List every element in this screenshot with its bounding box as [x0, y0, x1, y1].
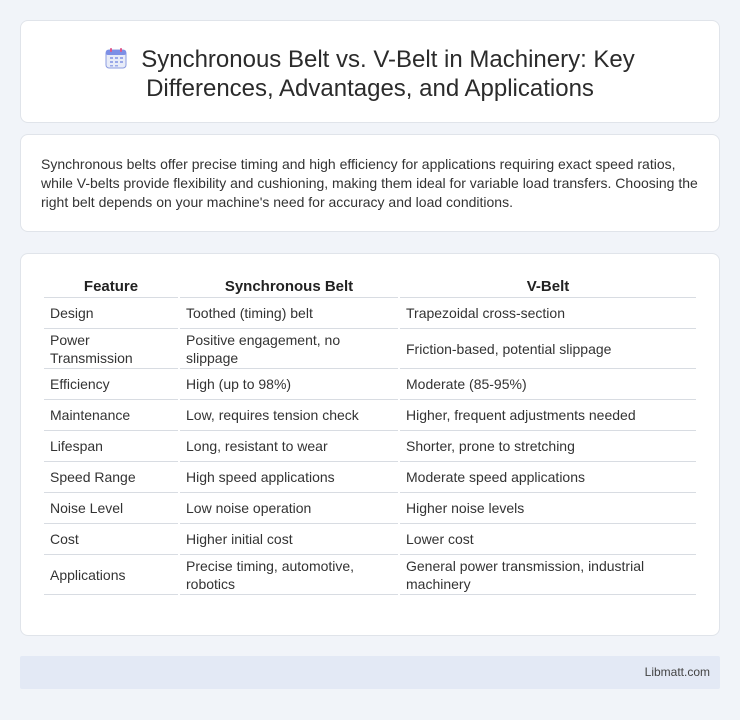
cell-vbelt: Moderate speed applications: [400, 462, 696, 493]
table-header-row: [44, 276, 696, 298]
cell-feature: Power Transmission: [44, 329, 178, 369]
table-row: [44, 555, 696, 595]
cell-vbelt: Friction-based, potential slippage: [400, 329, 696, 369]
table-row: [44, 524, 696, 555]
footer-source: Libmatt.com: [644, 665, 710, 679]
cell-vbelt: Shorter, prone to stretching: [400, 431, 696, 462]
table-row: [44, 298, 696, 329]
table-row: [44, 493, 696, 524]
cell-synchronous: Precise timing, automotive, robotics: [180, 555, 398, 595]
cell-vbelt: Higher noise levels: [400, 493, 696, 524]
header-synchronous-belt: Synchronous Belt: [180, 276, 398, 298]
table-row: [44, 431, 696, 462]
summary-text: Synchronous belts offer precise timing and high efficiency for applications requiring exact speed ratios, while V-belts provide flexibility and cushioning, making them ideal for variable load transfers. Choosing the right belt depends on your machine's need for accuracy and load conditions.: [41, 156, 698, 210]
title-line-2: Differences, Advantages, and Applications: [146, 75, 594, 102]
cell-synchronous: High speed applications: [180, 462, 398, 493]
cell-synchronous: Higher initial cost: [180, 524, 398, 555]
footer: [20, 656, 720, 689]
cell-feature: Applications: [44, 555, 178, 595]
comparison-table: [42, 276, 698, 595]
cell-synchronous: Long, resistant to wear: [180, 431, 398, 462]
cell-vbelt: Trapezoidal cross-section: [400, 298, 696, 329]
cell-feature: Noise Level: [44, 493, 178, 524]
cell-feature: Efficiency: [44, 369, 178, 400]
table-row: [44, 369, 696, 400]
cell-vbelt: General power transmission, industrial machinery: [400, 555, 696, 595]
cell-synchronous: Low noise operation: [180, 493, 398, 524]
cell-synchronous: High (up to 98%): [180, 369, 398, 400]
cell-synchronous: Positive engagement, no slippage: [180, 329, 398, 369]
header-feature: Feature: [44, 276, 178, 298]
cell-vbelt: Lower cost: [400, 524, 696, 555]
cell-synchronous: Toothed (timing) belt: [180, 298, 398, 329]
table-row: [44, 462, 696, 493]
comparison-table-card: [20, 253, 720, 636]
title-line-1: Synchronous Belt vs. V-Belt in Machinery: Key: [141, 46, 635, 73]
cell-vbelt: Higher, frequent adjustments needed: [400, 400, 696, 431]
header-v-belt: V-Belt: [400, 276, 696, 298]
cell-feature: Design: [44, 298, 178, 329]
cell-feature: Lifespan: [44, 431, 178, 462]
page-title: [21, 45, 719, 103]
cell-feature: Maintenance: [44, 400, 178, 431]
cell-vbelt: Moderate (85-95%): [400, 369, 696, 400]
summary-card: [20, 134, 720, 232]
calendar-icon: [105, 47, 127, 69]
cell-synchronous: Low, requires tension check: [180, 400, 398, 431]
cell-feature: Cost: [44, 524, 178, 555]
cell-feature: Speed Range: [44, 462, 178, 493]
table-row: [44, 329, 696, 369]
title-card: [20, 20, 720, 123]
table-row: [44, 400, 696, 431]
